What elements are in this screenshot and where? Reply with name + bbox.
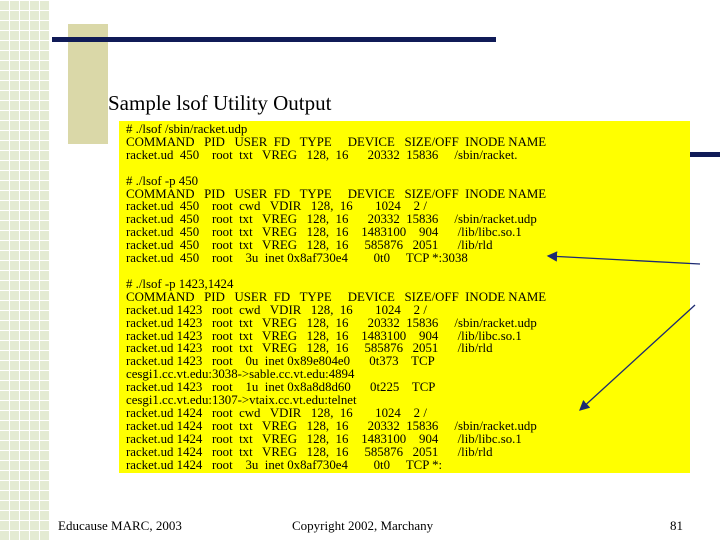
code-line: racket.ud 1423 root txt VREG 128, 16 585876 2051 /lib/rld bbox=[126, 341, 493, 356]
decorative-stripe-pattern bbox=[0, 0, 50, 540]
code-line: racket.ud 450 root txt VREG 128, 16 585876 2051 /lib/rld bbox=[126, 238, 493, 253]
code-line: racket.ud 1424 root txt VREG 128, 16 20332 15836 /sbin/racket.udp bbox=[126, 418, 537, 433]
code-line: racket.ud 450 root 3u inet 0x8af730e4 0t0 TCP *:3038 bbox=[126, 251, 468, 266]
code-line: # ./lsof -p 1423,1424 bbox=[126, 276, 234, 291]
code-line: cesgi1.cc.vt.edu:1307->vtaix.cc.vt.edu:telnet bbox=[126, 393, 357, 408]
slide-title: Sample lsof Utility Output bbox=[108, 91, 332, 115]
footer-copyright: Copyright 2002, Marchany bbox=[292, 518, 434, 533]
code-line: racket.ud 1423 root 1u inet 0x8a8d8d60 0t225 TCP bbox=[126, 380, 436, 395]
code-line: racket.ud 450 root txt VREG 128, 16 20332 15836 /sbin/racket. bbox=[126, 147, 518, 162]
code-line: racket.ud 450 root txt VREG 128, 16 1483100 904 /lib/libc.so.1 bbox=[126, 225, 522, 240]
code-line: cesgi1.cc.vt.edu:3038->sable.cc.vt.edu:4894 bbox=[126, 367, 355, 382]
accent-bar-right bbox=[690, 152, 720, 157]
decorative-block bbox=[68, 24, 108, 144]
accent-bar-top bbox=[52, 37, 496, 42]
code-line: racket.ud 1423 root 0u inet 0x89e804e0 0t373 TCP bbox=[126, 354, 435, 369]
code-line: COMMAND PID USER FD TYPE DEVICE SIZE/OFF INODE NAME bbox=[126, 186, 547, 201]
code-line: racket.ud 1424 root cwd VDIR 128, 16 1024 2 / bbox=[126, 405, 427, 420]
code-line: racket.ud 1423 root cwd VDIR 128, 16 1024 2 / bbox=[126, 302, 427, 317]
lsof-output bbox=[126, 123, 546, 471]
code-line: # ./lsof -p 450 bbox=[126, 173, 199, 188]
code-line: COMMAND PID USER FD TYPE DEVICE SIZE/OFF INODE NAME bbox=[126, 134, 547, 149]
code-line: racket.ud 1424 root 3u inet 0x8af730e4 0t0 TCP *: bbox=[126, 457, 443, 472]
code-line: # ./lsof /sbin/racket.udp bbox=[126, 122, 248, 136]
code-line: racket.ud 450 root cwd VDIR 128, 16 1024 2 / bbox=[126, 199, 427, 214]
code-line: COMMAND PID USER FD TYPE DEVICE SIZE/OFF INODE NAME bbox=[126, 289, 547, 304]
code-line: racket.ud 1423 root txt VREG 128, 16 1483100 904 /lib/libc.so.1 bbox=[126, 328, 522, 343]
page-number: 81 bbox=[670, 518, 683, 533]
code-line: racket.ud 1424 root txt VREG 128, 16 1483100 904 /lib/libc.so.1 bbox=[126, 431, 522, 446]
footer-event: Educause MARC, 2003 bbox=[58, 518, 182, 533]
code-line: racket.ud 1423 root txt VREG 128, 16 20332 15836 /sbin/racket.udp bbox=[126, 315, 537, 330]
code-line: racket.ud 1424 root txt VREG 128, 16 585876 2051 /lib/rld bbox=[126, 444, 493, 459]
code-line: racket.ud 450 root txt VREG 128, 16 20332 15836 /sbin/racket.udp bbox=[126, 212, 537, 227]
